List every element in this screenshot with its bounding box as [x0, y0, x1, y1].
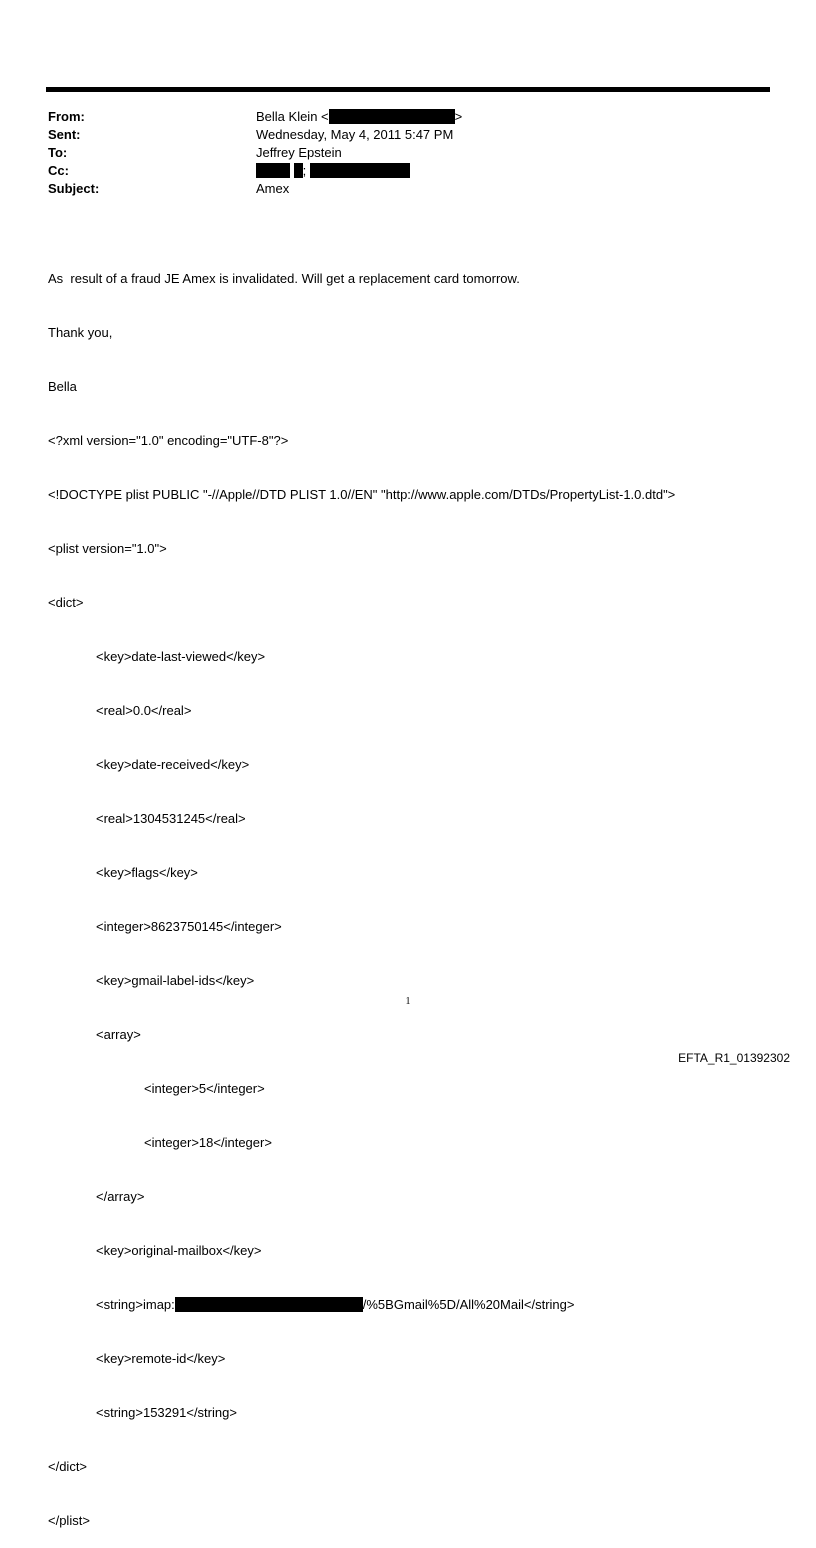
xml-line	[48, 1296, 675, 1314]
xml-line: <string>153291</string>	[96, 1405, 237, 1420]
header-rule	[46, 87, 770, 92]
cc-separator: ;	[302, 163, 307, 178]
from-name: Bella Klein <	[256, 109, 329, 124]
page-number: 1	[405, 996, 411, 1007]
xml-line: <plist version="1.0">	[48, 541, 167, 556]
xml-line: <integer>18</integer>	[144, 1135, 272, 1150]
xml-line: <key>date-received</key>	[96, 757, 250, 772]
redaction-box	[310, 163, 410, 178]
xml-line: <key>flags</key>	[96, 865, 198, 880]
xml-line: <key>remote-id</key>	[96, 1351, 226, 1366]
xml-line: <real>1304531245</real>	[96, 811, 246, 826]
from-close: >	[454, 109, 463, 124]
xml-line: <integer>5</integer>	[144, 1081, 265, 1096]
message-body	[48, 234, 675, 1548]
cc-label: Cc:	[48, 163, 69, 178]
redaction-box	[294, 163, 303, 178]
xml-line: <integer>8623750145</integer>	[96, 919, 282, 934]
sent-label: Sent:	[48, 127, 81, 142]
to-value: Jeffrey Epstein	[256, 145, 342, 160]
redaction-box	[256, 163, 290, 178]
sent-value: Wednesday, May 4, 2011 5:47 PM	[256, 127, 454, 142]
xml-line: </dict>	[48, 1459, 88, 1474]
xml-line: <array>	[96, 1027, 141, 1042]
body-line: As result of a fraud JE Amex is invalidated. Will get a replacement card tomorrow.	[48, 271, 520, 286]
xml-line: <?xml version="1.0" encoding="UTF-8"?>	[48, 433, 289, 448]
imap-prefix: <string>imap:	[96, 1297, 175, 1312]
xml-line: </plist>	[48, 1513, 90, 1528]
redaction-box	[329, 109, 455, 124]
cc-value	[256, 162, 410, 180]
to-label: To:	[48, 145, 68, 160]
xml-line: <key>gmail-label-ids</key>	[96, 973, 255, 988]
imap-suffix: /%5BGmail%5D/All%20Mail</string>	[362, 1297, 575, 1312]
xml-line: </array>	[96, 1189, 145, 1204]
xml-line: <key>original-mailbox</key>	[96, 1243, 262, 1258]
body-line: Bella	[48, 379, 77, 394]
bates-number: EFTA_R1_01392302	[678, 1051, 790, 1065]
xml-line: <key>date-last-viewed</key>	[96, 649, 266, 664]
xml-line: <dict>	[48, 595, 84, 610]
subject-label: Subject:	[48, 181, 100, 196]
xml-line: <!DOCTYPE plist PUBLIC "-//Apple//DTD PLIST 1.0//EN" "http://www.apple.com/DTDs/PropertyList-1.0.dtd">	[48, 487, 676, 502]
from-label: From:	[48, 109, 85, 124]
subject-value: Amex	[256, 181, 290, 196]
redaction-box	[175, 1297, 363, 1312]
from-value	[256, 108, 462, 126]
xml-line: <real>0.0</real>	[96, 703, 192, 718]
body-line: Thank you,	[48, 325, 113, 340]
